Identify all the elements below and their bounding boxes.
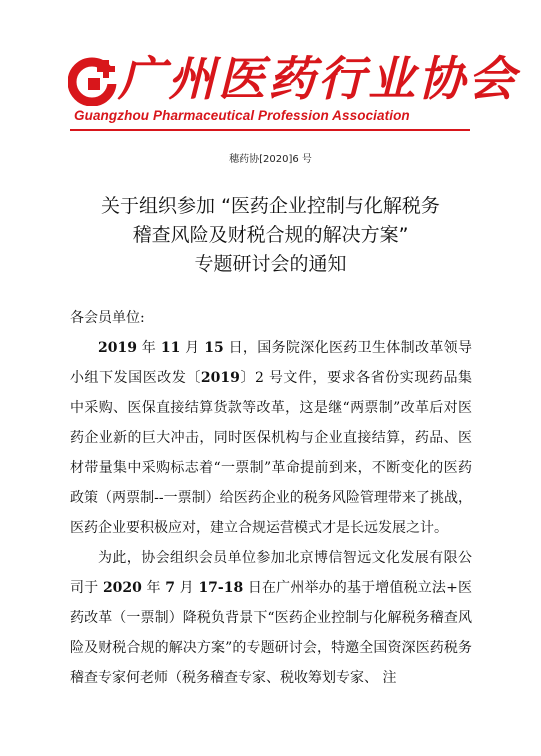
p1-doc-year: 2019 — [200, 370, 240, 386]
header-divider — [70, 129, 470, 131]
letterhead — [0, 0, 541, 140]
org-name-cn: 广州医药行业协会 — [118, 52, 518, 107]
p1-text-3: 日，国务院深化医药卫生体制改革领导小组下发国医改发〔 — [70, 340, 472, 386]
paragraph-2 — [70, 543, 472, 693]
p1-day: 15 — [204, 340, 224, 356]
p2-text-1: 为此，协会组织会员单位参加北京博信智远文化发展有限公司于 — [70, 550, 472, 596]
p1-month: 11 — [160, 340, 181, 356]
salutation: 各会员单位: — [70, 310, 145, 326]
title-line-3: 专题研讨会的通知 — [194, 253, 347, 275]
document-number: 穗药协[2020]6 号 — [229, 154, 312, 165]
org-name-en: Guangzhou Pharmaceutical Profession Association — [74, 108, 410, 123]
p1-text-2: 月 — [180, 340, 205, 356]
p2-text-4: 日在广州举办的基于增值税立法+医药改革（一票制）降税负背景下“医药企业控制与化解税务稽查风险及财税合规的解决方案”的专题研讨会，特邀全国资深医药税务稽查专家何老师（税务稽查专家、税收筹划专家、 注 — [70, 580, 472, 686]
p2-text-2: 年 — [141, 580, 166, 596]
p2-days: 17-18 — [198, 580, 244, 596]
title-line-1: 关于组织参加 “医药企业控制与化解税务 — [101, 195, 440, 217]
p1-text-1: 年 — [136, 340, 161, 356]
p1-text-4: 〕2 号文件，要求各省份实现药品集中采购、医保直接结算货款等改革，这是继“两票制”改革后对医药企业新的巨大冲击，同时医保机构与企业直接结算，药品、医材带量集中采购标志着“一票制”革命提前到来，不断变化的医药政策（两票制--一票制）给医药企业的税务风险管理带来了挑战，医药企业要积极应对，建立合规运营模式才是长远发展之计。 — [70, 370, 472, 536]
title-line-2: 稽查风险及财税合规的解决方案” — [132, 224, 409, 246]
p1-year: 2019 — [98, 340, 137, 356]
notice-body — [70, 303, 472, 693]
paragraph-1 — [70, 333, 472, 543]
notice-title — [40, 192, 501, 279]
p2-month: 7 — [165, 580, 176, 596]
gpa-logo-icon — [68, 52, 122, 106]
p2-year: 2020 — [102, 580, 142, 596]
p2-text-3: 月 — [175, 580, 199, 596]
